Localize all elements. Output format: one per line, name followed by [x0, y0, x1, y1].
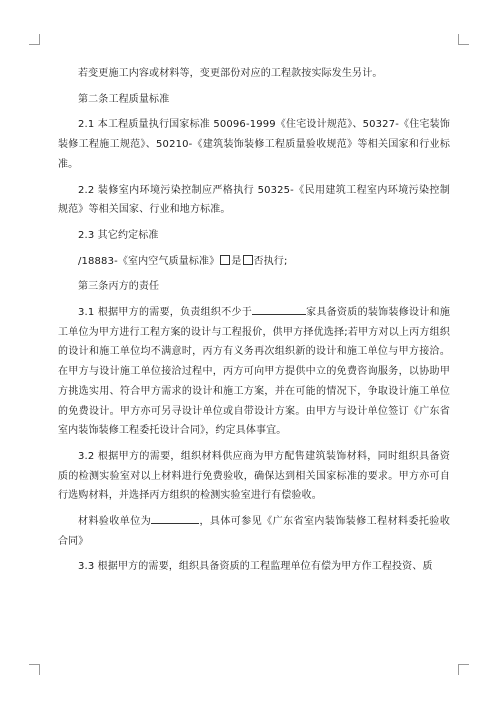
- blank-field-count[interactable]: [252, 303, 306, 315]
- crop-mark-top-left: [29, 34, 40, 45]
- paragraph-change-cost: 若变更施工内容或材料等，变更部份对应的工程款按实际发生另计。: [78, 68, 383, 79]
- material-acceptance-lead: 材料验收单位为: [78, 516, 152, 528]
- paragraph-3-2: 3.2 根据甲方的需要，组织材料供应商为甲方配售建筑装饰材料，同时组织具备资质的检测实验室对以上材料进行免费验收，确保达到相关国家标准的要求。甲方亦可自行选购材料，并选择丙方组织的检测实验室进行有偿验收。: [58, 450, 450, 502]
- crop-mark-bottom-left: [29, 664, 40, 675]
- option-no-label: 否执行;: [253, 255, 288, 267]
- paragraph-3-3: 3.3 根据甲方的需要，组织具备资质的工程监理单位有偿为甲方作工程投资、质: [78, 561, 433, 573]
- checkbox-yes[interactable]: [220, 255, 230, 265]
- heading-article-2: 第二条工程质量标准: [78, 93, 170, 105]
- blank-field-acceptance-unit[interactable]: [151, 512, 199, 524]
- option-yes-label: 是: [231, 255, 242, 267]
- air-quality-standard-text: /18883-《室内空气质量标准》: [78, 255, 220, 267]
- paragraph-3-1-lead: 3.1 根据甲方的需要，负责组织不少于: [78, 307, 253, 319]
- paragraph-material-acceptance: [58, 512, 450, 551]
- heading-article-3: 第三条丙方的责任: [78, 281, 160, 293]
- material-acceptance-rest: ，具体可参见《广东省室内装饰装修工程材料委托验收合同》: [58, 516, 450, 547]
- paragraph-2-1: 2.1 本工程质量执行国家标准 50096-1999《住宅设计规范》、50327-《住宅装饰装修工程施工规范》、50210-《建筑装饰装修工程质量验收规范》等相关国家和行业标准。: [58, 119, 450, 170]
- paragraph-2-2: 2.2 装修室内环境污染控制应严格执行 50325-《民用建筑工程室内环境污染控制规范》等相关国家、行业和地方标准。: [58, 184, 450, 216]
- paragraph-air-quality-standard: [58, 252, 450, 272]
- paragraph-3-1-rest: 家具备资质的装饰装修设计和施工单位为甲方进行工程方案的设计与工程报价，供甲方择优选择;若甲方对以上丙方组织的设计和施工单位均不满意时，丙方有义务再次组织新的设计和施工单位与甲方接洽。在甲方与设计施工单位接洽过程中，丙方可向甲方提供中立的免费咨询服务，以协助甲方挑选实用、符合甲方需求的设计和施工方案，并在可能的情况下，争取设计施工单位的免费设计。甲方亦可另寻设计单位或自带设计方案。由甲方与设计单位签订《广东省室内装饰装修工程委托设计合同》，约定具体事宜。: [58, 307, 450, 437]
- paragraph-2-3: 2.3 其它约定标准: [78, 229, 159, 241]
- crop-mark-top-right: [458, 34, 469, 45]
- crop-mark-bottom-right: [458, 664, 469, 675]
- checkbox-no[interactable]: [243, 255, 253, 265]
- document-body: [58, 64, 450, 583]
- paragraph-3-1: [58, 303, 450, 441]
